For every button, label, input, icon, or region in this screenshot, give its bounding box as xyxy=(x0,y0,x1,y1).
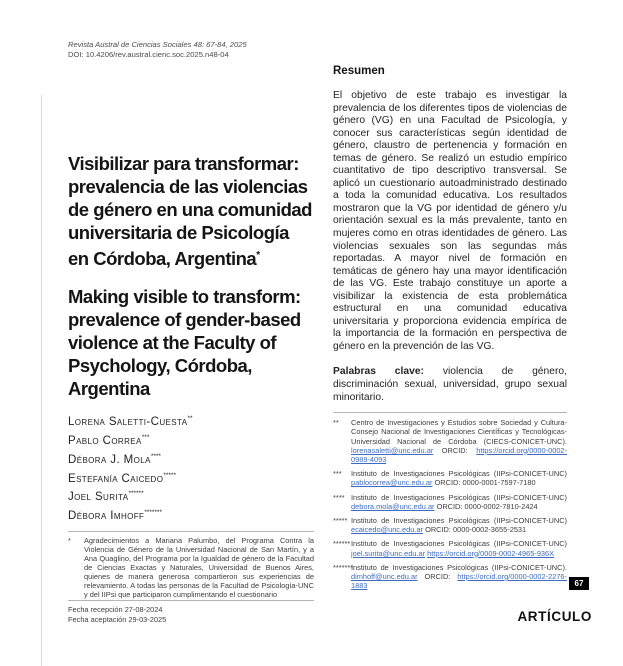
affiliation-body: Centro de Investigaciones y Estudios sobre Sociedad y Cultura-Consejo Nacional de Investigaciones Científicas y Tecnológicas-Universidad Nacional de Córdoba (CIECS-CONICET-UNC). xyxy=(351,418,567,446)
keywords-label: Palabras clave: xyxy=(333,366,424,378)
affiliation-item xyxy=(333,469,567,487)
orcid-label: ORCID: xyxy=(433,445,477,455)
footnote-marker: ****** xyxy=(333,539,351,549)
affiliation-body: Instituto de Investigaciones Psicológicas (IIPsi-CONICET-UNC). xyxy=(351,562,567,572)
orcid-label: ORCID: xyxy=(417,571,458,581)
author-name-text: Estefanía Caicedo xyxy=(68,472,164,485)
orcid-number: 0000-0002-7810-2424 xyxy=(464,501,538,511)
email-link[interactable]: dimhoff@unc.edu.ar xyxy=(351,571,418,581)
affiliation-item xyxy=(333,539,567,557)
journal-citation: Revista Austral de Ciencias Sociales 48: 67-84, 2025 xyxy=(68,40,247,49)
author-name-text: Débora J. Mola xyxy=(68,453,151,466)
orcid-link[interactable]: https://orcid.org/0009-0002-4965-936X xyxy=(427,548,555,558)
affiliation-item xyxy=(333,563,567,591)
affiliation-item xyxy=(333,418,567,464)
email-link[interactable]: debora.mola@unc.edu.ar xyxy=(351,501,435,511)
author-name-text: Joel Surita xyxy=(68,491,129,504)
left-column xyxy=(68,40,314,599)
affiliation-item xyxy=(333,493,567,511)
orcid-label: ORCID: xyxy=(432,478,463,488)
acknowledgment-footnote xyxy=(68,531,314,599)
orcid-label: ORCID: xyxy=(434,501,465,511)
affiliation-text xyxy=(351,539,567,557)
title-spanish xyxy=(68,152,314,270)
right-column xyxy=(333,65,567,595)
journal-doi: DOI: 10.4206/rev.austral.cienc.soc.2025.n48-04 xyxy=(68,50,229,59)
journal-header xyxy=(68,40,314,60)
manuscript-dates xyxy=(68,600,314,624)
footnote-marker: ** xyxy=(333,418,339,428)
author-name-text: Lorena Saletti-Cuesta xyxy=(68,415,188,428)
acknowledgment-text: Agradecimientos a Mariana Palumbo, del Programa Contra la Violencia de Género de la Universidad Nacional de San Martín, y a Ana Quaglino, del Programa por la Igualdad de género de la Facultad de Ciencias Exactas y Naturales, Universidad de Buenos Aires, quienes de manera generosa compartieron sus experiencias de relevamiento. A todas las personas de la Facultad de Psicología-UNC y del IIPsi que participaron cumplimentando el cuestionario xyxy=(84,536,314,600)
date-accepted: Fecha aceptación 29-03-2025 xyxy=(68,614,167,624)
affiliation-body: Instituto de Investigaciones Psicológicas (IIPsi-CONICET-UNC) xyxy=(351,469,567,479)
left-margin-rule xyxy=(41,95,42,666)
date-received: Fecha recepción 27-08-2024 xyxy=(68,605,163,614)
author-list xyxy=(68,411,314,524)
affiliation-text xyxy=(351,493,567,511)
author-footnote-marker: **** xyxy=(150,452,161,460)
affiliation-footnotes xyxy=(333,412,567,590)
affiliation-text xyxy=(351,516,567,534)
author-footnote-marker: ******* xyxy=(144,509,163,517)
email-link[interactable]: pablocorrea@unc.edu.ar xyxy=(351,478,433,488)
orcid-link[interactable]: https://orcid.org/0000-0002-0989-4093 xyxy=(351,445,567,464)
email-link[interactable]: joel.surita@unc.edu.ar xyxy=(351,548,426,558)
author-name xyxy=(68,486,314,505)
affiliation-item xyxy=(333,516,567,534)
author-footnote-marker: ****** xyxy=(128,490,144,498)
orcid-number: 0000-0002-3655-2531 xyxy=(453,525,527,535)
page-number-badge: 67 xyxy=(569,577,589,590)
author-footnote-marker: ***** xyxy=(163,471,176,479)
orcid-label: ORCID: xyxy=(423,525,453,535)
article-section-label: ARTÍCULO xyxy=(517,609,592,624)
abstract-heading: Resumen xyxy=(333,65,385,77)
email-link[interactable]: ecaicedo@unc.edu.ar xyxy=(351,525,424,535)
affiliation-body: Instituto de Investigaciones Psicológicas (IIPsi-CONICET-UNC) xyxy=(351,492,567,502)
email-link[interactable]: lorenasaletti@unc.edu.ar xyxy=(351,445,434,455)
author-name-text: Pablo Correa xyxy=(68,434,142,447)
footnote-marker: *** xyxy=(333,469,342,479)
footnote-marker: * xyxy=(68,536,71,546)
title-spanish-text: Visibilizar para transformar: prevalencia de las violencias de género en una comunidad universitaria de Psicología en Córdoba, Argentina xyxy=(68,153,312,270)
orcid-link[interactable]: https://orcid.org/0000-0002-2276-1883 xyxy=(351,571,567,591)
abstract-body: El objetivo de este trabajo es investigar la prevalencia de los diferentes tipos de violencias de género (VG) en una Facultad de Psicología, y conocer sus características según identidad de género, claustro de pertenencia y formación en temas de género. Se realizó un estudio empírico cuantitativo de tipo descriptivo transversal. Se aplicó un cuestionario autoadministrado destinado a toda la comunidad educativa. Los resultados mostraron que la VG por identidad de género y/u orientación sexual es la más prevalente, tanto en mujeres como en otras identidades de género. Las violencias sexuales son las segundas más reportadas. A mayor nivel de formación en temáticas de género hay una mayor identificación de las VG. Este trabajo constituye un aporte a visibilizar la existencia de esta problemática estructural en una comunidad educativa universitaria y proporciona evidencia empírica de la importancia de la formación en perspectiva de género en la prevención de las VG. xyxy=(333,90,567,352)
title-english-text: Making visible to transform: prevalence of gender-based violence at the Faculty of Psychology, Córdoba, Argentina xyxy=(68,286,301,400)
footnote-marker: ******* xyxy=(333,562,354,572)
affiliation-text xyxy=(351,469,567,487)
orcid-number: 0000-0001-7597-7180 xyxy=(462,478,536,488)
title-english xyxy=(68,285,314,400)
keywords xyxy=(333,366,567,404)
affiliation-body: Instituto de Investigaciones Psicológicas (IIPsi-CONICET-UNC) xyxy=(351,515,567,525)
affiliation-text xyxy=(351,418,567,464)
author-name xyxy=(68,449,314,468)
author-name xyxy=(68,411,314,430)
footnote-marker: ***** xyxy=(333,515,348,525)
author-name xyxy=(68,430,314,449)
author-name-text: Débora Imhoff xyxy=(68,510,145,523)
affiliation-text xyxy=(351,563,567,591)
footnote-marker: **** xyxy=(333,492,345,502)
author-footnote-marker: ** xyxy=(187,415,193,423)
title-footnote-marker: * xyxy=(256,250,260,261)
affiliation-body: Instituto de Investigaciones Psicológicas (IIPsi-CONICET-UNC) xyxy=(351,539,567,549)
author-name xyxy=(68,505,314,524)
author-name xyxy=(68,468,314,487)
author-footnote-marker: *** xyxy=(141,433,150,441)
keywords-text: violencia de género, discriminación sexual, universidad, grupo sexual minoritario. xyxy=(333,366,567,403)
